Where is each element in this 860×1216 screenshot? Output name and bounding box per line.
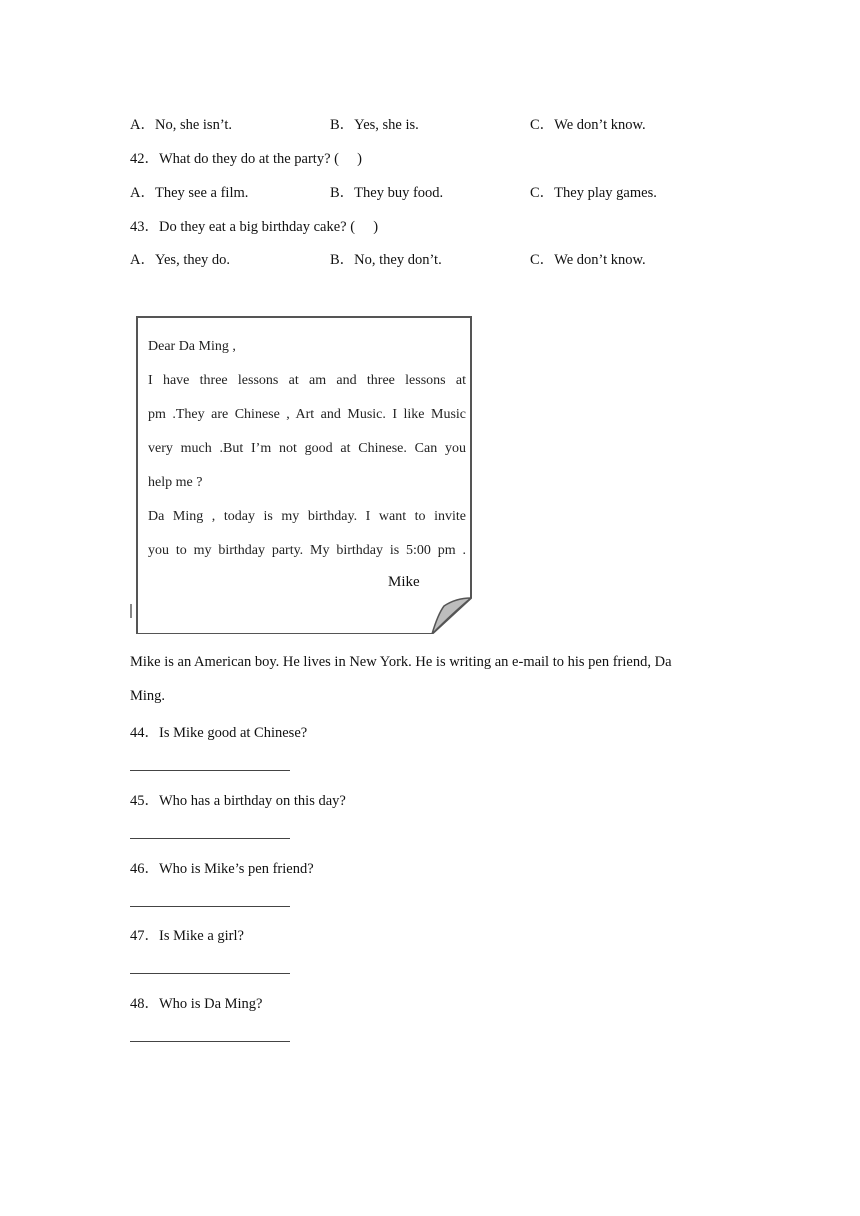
q41-option-c[interactable]: C．We don’t know. <box>530 117 646 133</box>
q43-options <box>130 248 770 268</box>
q41-option-b[interactable]: B．Yes, she is. <box>330 117 419 133</box>
q42-option-c[interactable]: C．They play games. <box>530 185 657 201</box>
q44-question: 44．Is Mike good at Chinese? <box>130 725 308 741</box>
letter-line: I have three lessons at am and three lessons at <box>148 373 466 388</box>
letter-line: Da Ming , today is my birthday. I want to invite <box>148 509 466 524</box>
q46-answer-blank[interactable] <box>130 906 290 907</box>
q43-option-b[interactable]: B．No, they don’t. <box>330 252 442 268</box>
letter-paper <box>136 316 472 634</box>
passage-line-1: Mike is an American boy. He lives in New York. He is writing an e-mail to his pen friend, Da <box>130 654 672 670</box>
q47-question: 47．Is Mike a girl? <box>130 928 244 944</box>
letter-figure <box>130 314 476 638</box>
letter-signature: Mike <box>388 574 420 590</box>
q42-option-a[interactable]: A．They see a film. <box>130 185 249 201</box>
q47-answer-blank[interactable] <box>130 973 290 974</box>
q43-question: 43．Do they eat a big birthday cake? ( ) <box>130 219 379 235</box>
letter-line: you to my birthday party. My birthday is 5:00 pm . <box>148 543 466 558</box>
letter-greeting: Dear Da Ming , <box>148 339 236 354</box>
q48-answer-blank[interactable] <box>130 1041 290 1042</box>
passage-line-2: Ming. <box>130 688 166 704</box>
q44-answer-blank[interactable] <box>130 770 290 771</box>
letter-body <box>148 330 466 568</box>
q43-option-a[interactable]: A．Yes, they do. <box>130 252 231 268</box>
q45-answer-blank[interactable] <box>130 838 290 839</box>
q43-option-c[interactable]: C．We don’t know. <box>530 252 646 268</box>
letter-line: very much .But I’m not good at Chinese. Can you <box>148 441 466 456</box>
letter-line: help me ? <box>148 475 203 490</box>
q42-options <box>130 181 770 201</box>
q42-question: 42．What do they do at the party? ( ) <box>130 151 362 167</box>
q41-options <box>130 113 770 133</box>
q48-question: 48．Who is Da Ming? <box>130 996 263 1012</box>
figure-edge-mark <box>130 604 132 618</box>
q41-option-a[interactable]: A．No, she isn’t. <box>130 117 233 133</box>
letter-line: pm .They are Chinese , Art and Music. I like Music <box>148 407 466 422</box>
q45-question: 45．Who has a birthday on this day? <box>130 793 346 809</box>
q46-question: 46．Who is Mike’s pen friend? <box>130 861 314 877</box>
q42-option-b[interactable]: B．They buy food. <box>330 185 444 201</box>
